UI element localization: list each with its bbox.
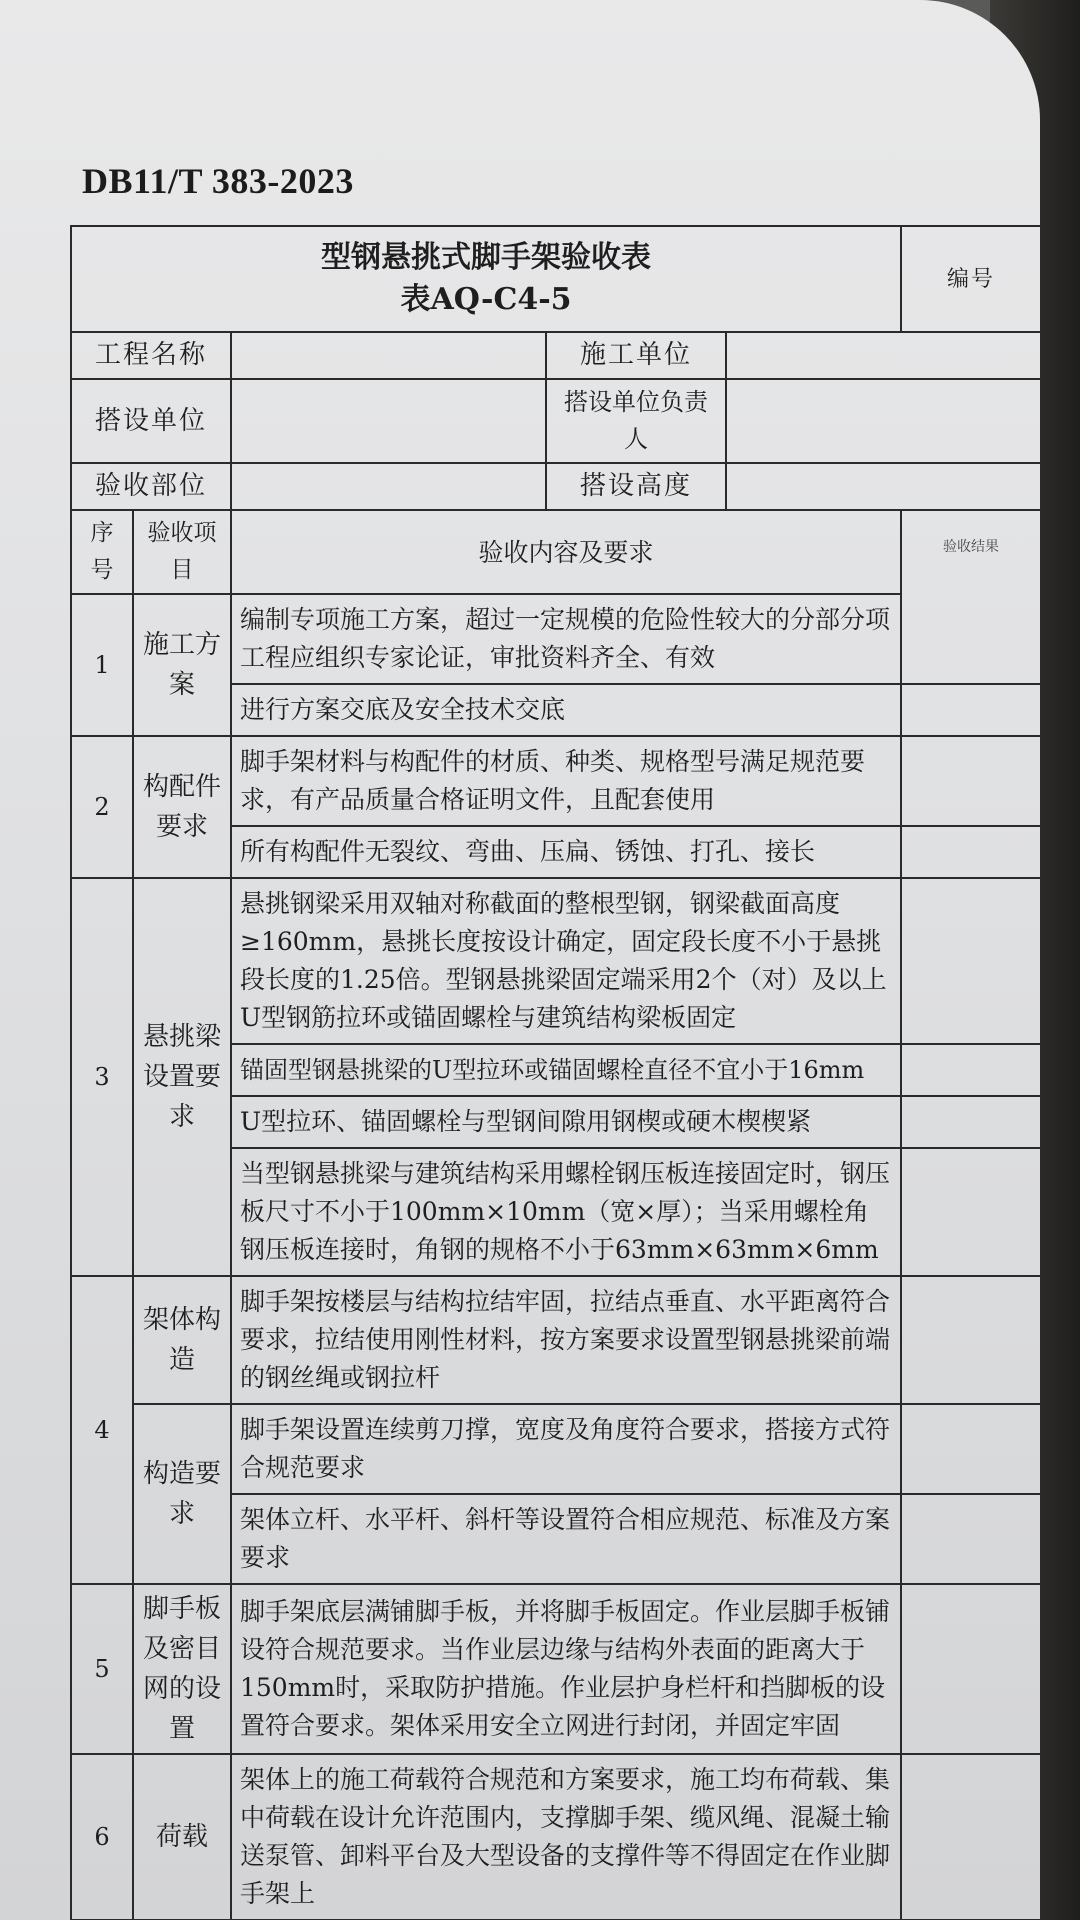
table-row-2a: [71, 736, 1040, 826]
row-5-item: 脚手板及密目网的设置: [133, 1584, 231, 1754]
row-4-content-a1: 脚手架按楼层与结构拉结牢固，拉结点垂直、水平距离符合要求，拉结使用刚性材料，按方案要求设置型钢悬挑梁前端的钢丝绳或钢拉杆: [231, 1276, 901, 1404]
row-3-number: 3: [71, 878, 133, 1276]
info-row-erection-unit: [71, 379, 1040, 463]
row-3-result-2[interactable]: [901, 1044, 1040, 1096]
erection-leader-value[interactable]: [726, 379, 1040, 463]
number-label: 编号: [947, 267, 996, 292]
row-5-content-1: 脚手架底层满铺脚手板，并将脚手板固定。作业层脚手板铺设符合规范要求。当作业层边缘与结构外表面的距离大于150mm时，采取防护措施。作业层护身栏杆和挡脚板的设置符合要求。架体采用安全立网进行封闭，并固定牢固: [231, 1584, 901, 1754]
row-3-content-1: 悬挑钢梁采用双轴对称截面的整根型钢，钢梁截面高度≥160mm，悬挑长度按设计确定，固定段长度不小于悬挑段长度的1.25倍。型钢悬挑梁固定端采用2个（对）及以上U型钢筋拉环或锚固螺栓与建筑结构梁板固定: [231, 878, 901, 1044]
erection-height-value[interactable]: [726, 463, 1040, 510]
row-4-result-b1[interactable]: [901, 1404, 1040, 1494]
row-6-item: 荷载: [133, 1754, 231, 1920]
row-1-content-1: 编制专项施工方案，超过一定规模的危险性较大的分部分项工程应组织专家论证，审批资料齐全、有效: [231, 594, 901, 684]
construction-unit-label: 施工单位: [546, 332, 726, 379]
document-code: DB11/T 383-2023: [82, 161, 354, 201]
row-2-number: 2: [71, 736, 133, 878]
header-content: 验收内容及要求: [231, 510, 901, 594]
row-2-result-2[interactable]: [901, 826, 1040, 878]
erection-unit-label: 搭设单位: [71, 379, 231, 463]
row-3-result-1[interactable]: [901, 878, 1040, 1044]
info-row-inspection-part: [71, 463, 1040, 510]
construction-unit-value[interactable]: [726, 332, 1040, 379]
table-row-5: [71, 1584, 1040, 1754]
table-title: 型钢悬挑式脚手架验收表: [321, 240, 652, 275]
row-2-content-2: 所有构配件无裂纹、弯曲、压扁、锈蚀、打孔、接长: [231, 826, 901, 878]
inspection-part-value[interactable]: [231, 463, 546, 510]
row-4-content-b1: 脚手架设置连续剪刀撑，宽度及角度符合要求，搭接方式符合规范要求: [231, 1404, 901, 1494]
row-4-item-a: 架体构造: [133, 1276, 231, 1404]
erection-unit-value[interactable]: [231, 379, 546, 463]
form-number: 表AQ-C4-5: [400, 282, 572, 317]
info-row-project: [71, 332, 1040, 379]
project-name-value[interactable]: [231, 332, 546, 379]
row-4-item-b: 构造要求: [133, 1404, 231, 1584]
header-result: 验收结果: [901, 510, 1040, 684]
row-4-content-b2: 架体立杆、水平杆、斜杆等设置符合相应规范、标准及方案要求: [231, 1494, 901, 1584]
project-name-label: 工程名称: [71, 332, 231, 379]
row-2-content-1: 脚手架材料与构配件的材质、种类、规格型号满足规范要求，有产品质量合格证明文件，且配套使用: [231, 736, 901, 826]
header-row: [71, 510, 1040, 594]
table-row-4a: [71, 1276, 1040, 1404]
row-5-number: 5: [71, 1584, 133, 1754]
row-3-content-2: 锚固型钢悬挑梁的U型拉环或锚固螺栓直径不宜小于16mm: [231, 1044, 901, 1096]
row-3-item: 悬挑梁设置要求: [133, 878, 231, 1276]
table-title-cell: [71, 226, 901, 332]
title-row: [71, 226, 1040, 332]
row-5-result-1[interactable]: [901, 1584, 1040, 1754]
number-cell: [901, 226, 1040, 332]
row-1-item: 施工方案: [133, 594, 231, 736]
row-2-result-1[interactable]: [901, 736, 1040, 826]
table-row-3a: [71, 878, 1040, 1044]
header-item: 验收项目: [133, 510, 231, 594]
acceptance-table: [70, 225, 1040, 1920]
row-1-result-2[interactable]: [901, 684, 1040, 736]
row-3-content-4: 当型钢悬挑梁与建筑结构采用螺栓钢压板连接固定时，钢压板尺寸不小于100mm×10mm（宽×厚）；当采用螺栓角钢压板连接时，角钢的规格不小于63mm×63mm×6mm: [231, 1148, 901, 1276]
header-seq: 序号: [71, 510, 133, 594]
erection-leader-label: 搭设单位负责人: [546, 379, 726, 463]
table-row-4b: [71, 1404, 1040, 1494]
erection-height-label: 搭设高度: [546, 463, 726, 510]
table-row-6: [71, 1754, 1040, 1920]
table-row-1a: [71, 594, 1040, 684]
row-4-result-b2[interactable]: [901, 1494, 1040, 1584]
row-3-content-3: U型拉环、锚固螺栓与型钢间隙用钢楔或硬木楔楔紧: [231, 1096, 901, 1148]
row-4-result-a1[interactable]: [901, 1276, 1040, 1404]
row-6-result-1[interactable]: [901, 1754, 1040, 1920]
row-1-content-2: 进行方案交底及安全技术交底: [231, 684, 901, 736]
row-6-content-1: 架体上的施工荷载符合规范和方案要求，施工均布荷载、集中荷载在设计允许范围内，支撑脚手架、缆风绳、混凝土输送泵管、卸料平台及大型设备的支撑件等不得固定在作业脚手架上: [231, 1754, 901, 1920]
acceptance-table-wrapper: [70, 225, 1040, 1920]
row-3-result-3[interactable]: [901, 1096, 1040, 1148]
row-4-number: 4: [71, 1276, 133, 1584]
row-6-number: 6: [71, 1754, 133, 1920]
row-2-item: 构配件要求: [133, 736, 231, 878]
row-3-result-4[interactable]: [901, 1148, 1040, 1276]
inspection-part-label: 验收部位: [71, 463, 231, 510]
row-1-number: 1: [71, 594, 133, 736]
